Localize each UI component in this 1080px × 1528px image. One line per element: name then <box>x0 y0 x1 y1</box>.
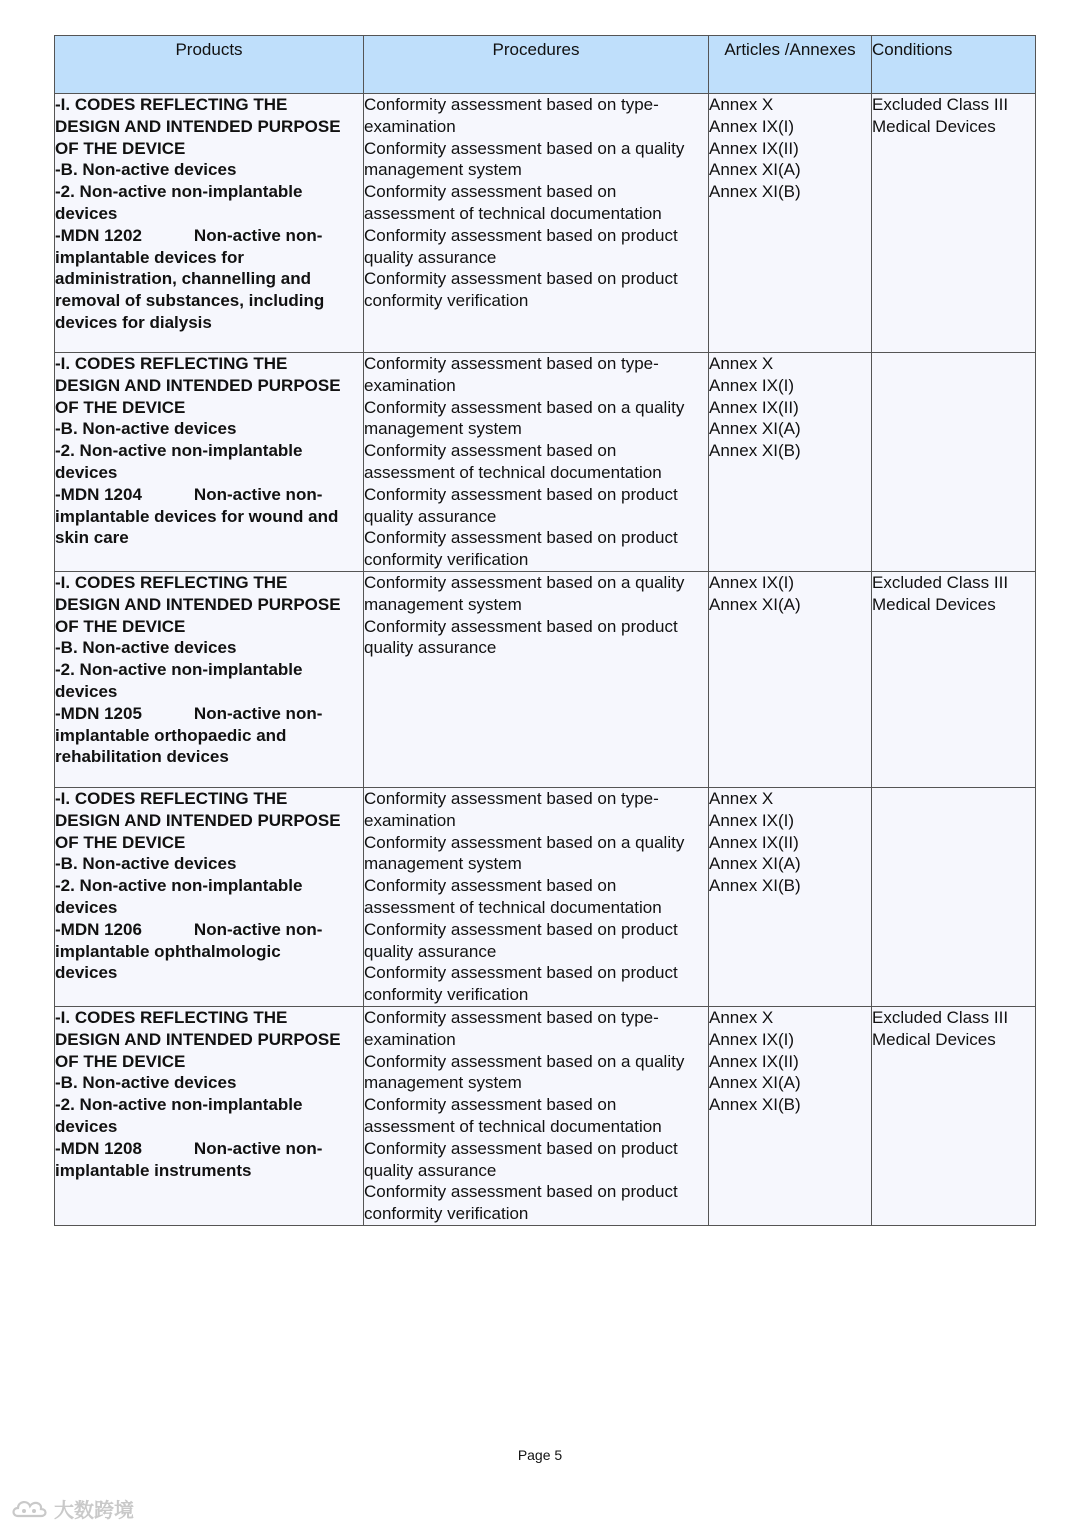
product-line: DESIGN AND INTENDED PURPOSE <box>55 375 341 395</box>
mdn-desc-line: implantable orthopaedic and <box>55 725 287 745</box>
procedure-line: Conformity assessment based on type- <box>364 354 659 373</box>
header-products: Products <box>55 36 364 94</box>
procedure-line: quality assurance <box>364 941 497 961</box>
procedure-line: Conformity assessment based on product <box>364 616 678 636</box>
product-line: DESIGN AND INTENDED PURPOSE <box>55 594 341 614</box>
mdn-code: -MDN 1205 <box>55 703 142 723</box>
procedure-line: conformity verification <box>364 550 529 570</box>
procedure-line: Conformity assessment based on product <box>364 1182 678 1202</box>
table-row <box>55 571 1036 787</box>
product-line: DESIGN AND INTENDED PURPOSE <box>55 116 341 136</box>
procedures-cell <box>364 1006 709 1225</box>
products-cell <box>55 787 364 1006</box>
header-procedures: Procedures <box>364 36 709 94</box>
product-line: -2. Non-active non-implantable <box>55 182 303 202</box>
product-line: OF THE DEVICE <box>55 1051 186 1071</box>
products-cell <box>55 353 364 572</box>
conformity-table <box>54 35 1036 1226</box>
mdn-desc-line: rehabilitation devices <box>55 747 229 767</box>
procedure-line: Conformity assessment based on product <box>364 225 678 245</box>
annex-line: Annex IX(I) <box>709 810 795 830</box>
conditions-cell <box>872 571 1036 787</box>
procedure-line: Conformity assessment based on product <box>364 963 678 983</box>
mdn-desc-line: implantable devices for <box>55 247 244 267</box>
product-line: OF THE DEVICE <box>55 397 186 417</box>
procedure-line: quality assurance <box>364 247 497 267</box>
product-line: devices <box>55 1116 118 1136</box>
mdn-desc-line: administration, channelling and <box>55 269 311 289</box>
mdn-code: -MDN 1204 <box>55 484 142 504</box>
procedure-line: examination <box>364 116 456 136</box>
product-line: -I. CODES REFLECTING THE <box>55 354 288 373</box>
annexes-cell <box>709 571 872 787</box>
condition-line: Excluded Class III <box>872 572 1009 592</box>
procedure-line: Conformity assessment based on <box>364 876 617 896</box>
product-line: devices <box>55 897 118 917</box>
procedure-line: examination <box>364 375 456 395</box>
procedure-line: quality assurance <box>364 506 497 526</box>
mdn-code: -MDN 1206 <box>55 919 142 939</box>
mdn-desc-line: skin care <box>55 528 129 548</box>
product-line: DESIGN AND INTENDED PURPOSE <box>55 1029 341 1049</box>
conditions-cell <box>872 94 1036 353</box>
annex-line: Annex IX(II) <box>709 832 799 852</box>
condition-line: Excluded Class III <box>872 95 1009 114</box>
product-line: OF THE DEVICE <box>55 138 186 158</box>
product-line: -B. Non-active devices <box>55 638 237 658</box>
mdn-desc-line: devices <box>55 963 118 983</box>
procedure-line: management system <box>364 1073 522 1093</box>
annex-line: Annex X <box>709 1007 774 1027</box>
procedure-line: Conformity assessment based on product <box>364 919 678 939</box>
product-line: -2. Non-active non-implantable <box>55 441 303 461</box>
procedure-line: Conformity assessment based on type- <box>364 788 659 808</box>
procedure-line: Conformity assessment based on a quality <box>364 138 685 158</box>
annex-line: Annex XI(B) <box>709 182 801 202</box>
product-line: devices <box>55 462 118 482</box>
procedures-cell <box>364 571 709 787</box>
condition-line: Medical Devices <box>872 116 996 136</box>
product-line: -I. CODES REFLECTING THE <box>55 572 288 592</box>
mdn-code-line <box>55 225 363 247</box>
annexes-cell <box>709 787 872 1006</box>
annex-line: Annex XI(A) <box>709 594 801 614</box>
conditions-cell <box>872 787 1036 1006</box>
annex-line: Annex XI(B) <box>709 876 801 896</box>
mdn-desc-first: Non-active non- <box>193 703 323 723</box>
mdn-code-line <box>55 703 363 725</box>
annex-line: Annex X <box>709 354 774 373</box>
procedure-line: Conformity assessment based on type- <box>364 95 659 114</box>
cloud-logo-icon <box>10 1496 50 1522</box>
procedures-cell <box>364 353 709 572</box>
table-header-row <box>55 36 1036 94</box>
table-body <box>55 94 1036 1226</box>
procedure-line: management system <box>364 419 522 439</box>
procedure-line: management system <box>364 594 522 614</box>
mdn-code-line <box>55 1138 363 1160</box>
procedure-line: conformity verification <box>364 291 529 311</box>
procedure-line: Conformity assessment based on a quality <box>364 397 685 417</box>
procedure-line: management system <box>364 160 522 180</box>
product-line: -2. Non-active non-implantable <box>55 660 303 680</box>
mdn-desc-line: implantable devices for wound and <box>55 506 339 526</box>
procedure-line: assessment of technical documentation <box>364 1116 662 1136</box>
annexes-cell <box>709 1006 872 1225</box>
mdn-desc-first: Non-active non- <box>193 919 323 939</box>
procedure-line: assessment of technical documentation <box>364 897 662 917</box>
annex-line: Annex IX(I) <box>709 375 795 395</box>
product-line: -I. CODES REFLECTING THE <box>55 788 288 808</box>
mdn-code-line <box>55 484 363 506</box>
annex-line: Annex IX(I) <box>709 116 795 136</box>
annex-line: Annex XI(A) <box>709 160 801 180</box>
product-line: OF THE DEVICE <box>55 616 186 636</box>
product-line: -B. Non-active devices <box>55 854 237 874</box>
annex-line: Annex X <box>709 788 774 808</box>
procedures-cell <box>364 94 709 353</box>
table-row <box>55 1006 1036 1225</box>
procedure-line: conformity verification <box>364 985 529 1005</box>
procedure-line: quality assurance <box>364 1160 497 1180</box>
mdn-desc-line: removal of substances, including <box>55 291 325 311</box>
procedure-line: assessment of technical documentation <box>364 203 662 223</box>
annex-line: Annex IX(II) <box>709 138 799 158</box>
procedure-line: Conformity assessment based on type- <box>364 1007 659 1027</box>
annex-line: Annex XI(B) <box>709 441 801 461</box>
mdn-desc-first: Non-active non- <box>193 1138 323 1158</box>
product-line: devices <box>55 681 118 701</box>
annex-line: Annex XI(B) <box>709 1095 801 1115</box>
annex-line: Annex XI(A) <box>709 854 801 874</box>
annexes-cell <box>709 353 872 572</box>
annex-line: Annex IX(I) <box>709 572 795 592</box>
header-conditions: Conditions <box>872 36 1036 94</box>
product-line: -2. Non-active non-implantable <box>55 1095 303 1115</box>
procedure-line: Conformity assessment based on <box>364 441 617 461</box>
watermark <box>10 1494 134 1523</box>
condition-line: Medical Devices <box>872 1029 996 1049</box>
procedure-line: Conformity assessment based on product <box>364 528 678 548</box>
procedure-line: assessment of technical documentation <box>364 462 662 482</box>
product-line: -2. Non-active non-implantable <box>55 876 303 896</box>
annex-line: Annex XI(A) <box>709 1073 801 1093</box>
conditions-cell <box>872 1006 1036 1225</box>
annexes-cell <box>709 94 872 353</box>
mdn-desc-first: Non-active non- <box>193 225 323 245</box>
conditions-cell <box>872 353 1036 572</box>
annex-line: Annex XI(A) <box>709 419 801 439</box>
page-number: Page 5 <box>517 1447 563 1463</box>
mdn-code-line <box>55 919 363 941</box>
procedures-cell <box>364 787 709 1006</box>
watermark-text: 大数跨境 <box>54 1500 134 1522</box>
annex-line: Annex IX(I) <box>709 1029 795 1049</box>
annex-line: Annex IX(II) <box>709 397 799 417</box>
product-line: DESIGN AND INTENDED PURPOSE <box>55 810 341 830</box>
products-cell <box>55 1006 364 1225</box>
mdn-desc-line: implantable ophthalmologic <box>55 941 281 961</box>
products-cell <box>55 94 364 353</box>
procedure-line: Conformity assessment based on a quality <box>364 1051 685 1071</box>
product-line: OF THE DEVICE <box>55 832 186 852</box>
product-line: devices <box>55 203 118 223</box>
table-row <box>55 94 1036 353</box>
procedure-line: Conformity assessment based on <box>364 1095 617 1115</box>
products-cell <box>55 571 364 787</box>
mdn-desc-first: Non-active non- <box>193 484 323 504</box>
procedure-line: Conformity assessment based on product <box>364 484 678 504</box>
procedure-line: Conformity assessment based on a quality <box>364 832 685 852</box>
table-row <box>55 787 1036 1006</box>
product-line: -B. Non-active devices <box>55 1073 237 1093</box>
procedure-line: conformity verification <box>364 1204 529 1224</box>
mdn-code: -MDN 1208 <box>55 1138 142 1158</box>
procedure-line: Conformity assessment based on a quality <box>364 572 685 592</box>
product-line: -B. Non-active devices <box>55 160 237 180</box>
procedure-line: Conformity assessment based on product <box>364 269 678 289</box>
procedure-line: Conformity assessment based on product <box>364 1138 678 1158</box>
mdn-desc-line: devices for dialysis <box>55 312 212 332</box>
product-line: -B. Non-active devices <box>55 419 237 439</box>
annex-line: Annex X <box>709 95 774 114</box>
procedure-line: quality assurance <box>364 638 497 658</box>
condition-line: Excluded Class III <box>872 1007 1009 1027</box>
product-line: -I. CODES REFLECTING THE <box>55 95 288 114</box>
mdn-desc-line: implantable instruments <box>55 1160 252 1180</box>
procedure-line: Conformity assessment based on <box>364 182 617 202</box>
mdn-code: -MDN 1202 <box>55 225 142 245</box>
procedure-line: management system <box>364 854 522 874</box>
annex-line: Annex IX(II) <box>709 1051 799 1071</box>
header-articles-annexes: Articles /Annexes <box>709 36 872 94</box>
procedure-line: examination <box>364 810 456 830</box>
table-row <box>55 353 1036 572</box>
product-line: -I. CODES REFLECTING THE <box>55 1007 288 1027</box>
condition-line: Medical Devices <box>872 594 996 614</box>
procedure-line: examination <box>364 1029 456 1049</box>
